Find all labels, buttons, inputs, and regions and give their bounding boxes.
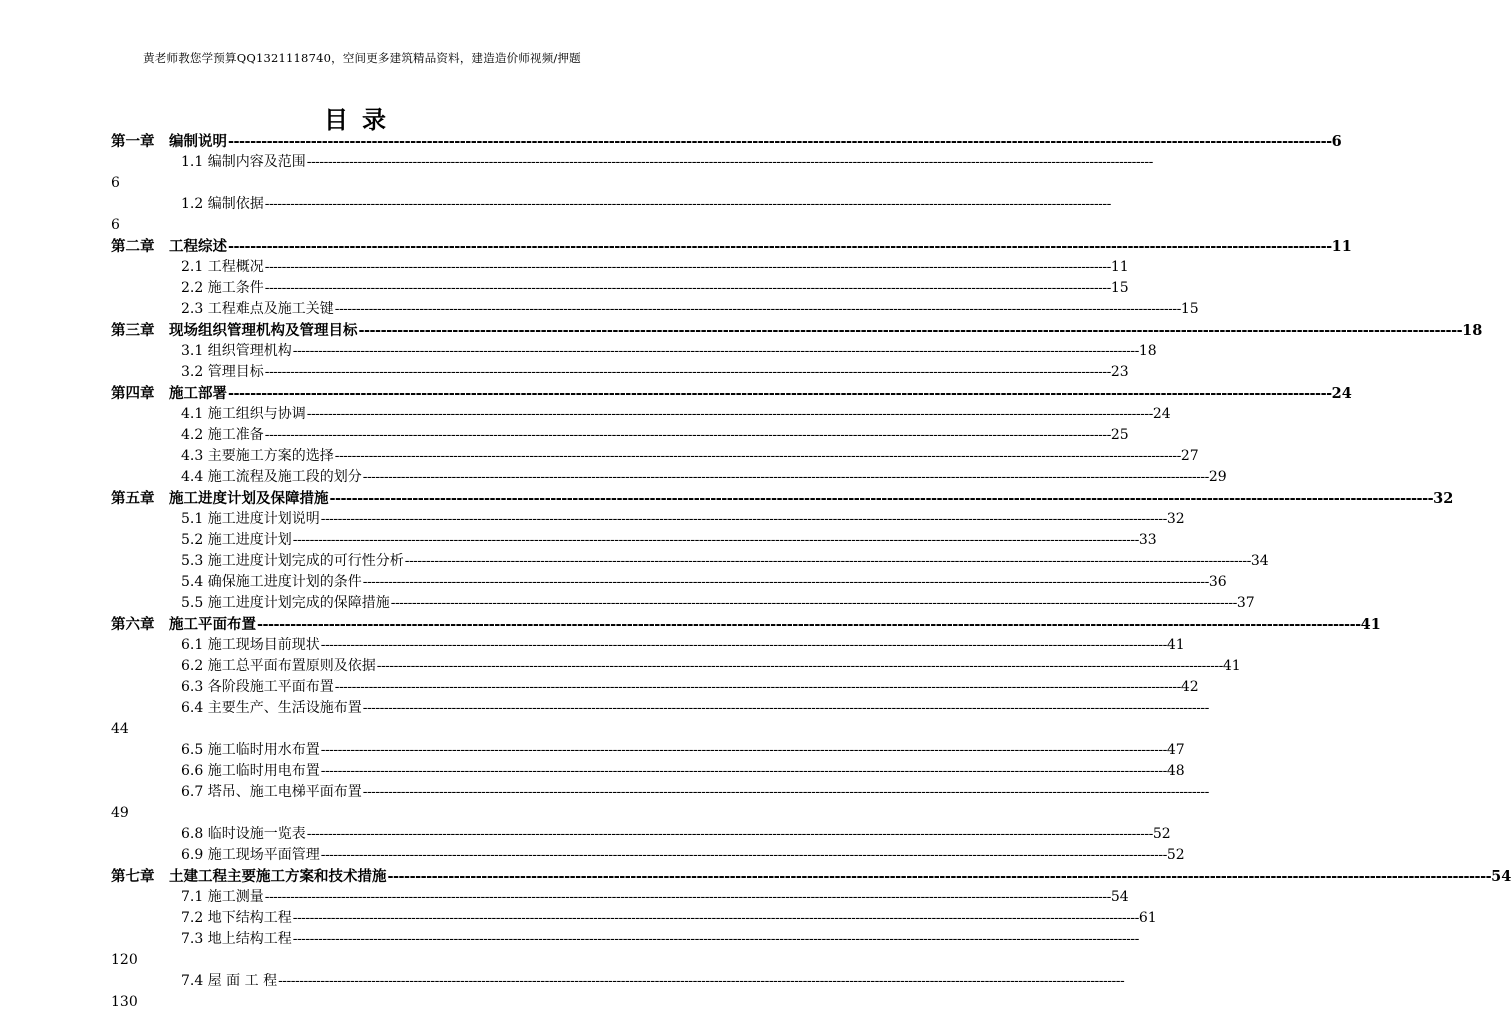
page-number: 130 (111, 994, 138, 1010)
toc-entry[interactable] (111, 572, 1227, 593)
dot-leader: -------------------------------------------------------------------------------------------------------------------------------------------------------------------------------------------------------- (329, 490, 1434, 507)
dot-leader: -------------------------------------------------------------------------------------------------------------------------------------------------------------------------------------------------------- (306, 826, 1153, 842)
page-number: 29 (1208, 469, 1227, 485)
toc-entry-title: 第六章 施工平面布置 (111, 616, 256, 633)
page-number: 52 (1166, 847, 1185, 863)
chapter-label: 第三章 (111, 322, 155, 339)
dot-leader: -------------------------------------------------------------------------------------------------------------------------------------------------------------------------------------------------------- (362, 469, 1209, 485)
toc-entry[interactable] (111, 467, 1227, 488)
page-number: 32 (1433, 490, 1454, 507)
dot-leader: -------------------------------------------------------------------------------------------------------------------------------------------------------------------------------------------------------- (362, 574, 1209, 590)
toc-entry[interactable] (111, 341, 1157, 362)
toc-chapter[interactable] (111, 131, 1342, 152)
toc-entry-title: 6.6 施工临时用电布置 (181, 763, 320, 779)
toc-entry[interactable] (111, 278, 1129, 299)
dot-leader: -------------------------------------------------------------------------------------------------------------------------------------------------------------------------------------------------------- (358, 322, 1463, 339)
toc-entry[interactable] (111, 446, 1199, 467)
chapter-label: 第二章 (111, 238, 155, 255)
chapter-label: 第六章 (111, 616, 155, 633)
toc-entry-title: 第四章 施工部署 (111, 385, 227, 402)
table-of-contents (111, 131, 1511, 1013)
toc-entry-title: 5.4 确保施工进度计划的条件 (181, 574, 362, 590)
toc-entry-title: 2.3 工程难点及施工关键 (181, 301, 334, 317)
toc-entry[interactable] (111, 362, 1129, 383)
dot-leader: -------------------------------------------------------------------------------------------------------------------------------------------------------------------------------------------------------- (334, 679, 1181, 695)
toc-entry-title: 6.5 施工临时用水布置 (181, 742, 320, 758)
dot-leader: -------------------------------------------------------------------------------------------------------------------------------------------------------------------------------------------------------- (292, 910, 1139, 926)
dot-leader: -------------------------------------------------------------------------------------------------------------------------------------------------------------------------------------------------------- (320, 637, 1167, 653)
toc-entry-title: 6.8 临时设施一览表 (181, 826, 306, 842)
toc-entry-title: 3.2 管理目标 (181, 364, 264, 380)
toc-chapter[interactable] (111, 320, 1483, 341)
toc-entry[interactable] (111, 845, 1185, 866)
toc-entry-title: 3.1 组织管理机构 (181, 343, 292, 359)
dot-leader: -------------------------------------------------------------------------------------------------------------------------------------------------------------------------------------------------------- (376, 658, 1223, 674)
chapter-label: 第四章 (111, 385, 155, 402)
toc-entry-title: 6.2 施工总平面布置原则及依据 (181, 658, 376, 674)
toc-entry-title: 5.2 施工进度计划 (181, 532, 292, 548)
dot-leader: -------------------------------------------------------------------------------------------------------------------------------------------------------------------------------------------------------- (362, 700, 1209, 716)
page-number: 52 (1152, 826, 1171, 842)
toc-entry-title: 1.1 编制内容及范围 (181, 154, 306, 170)
dot-leader: -------------------------------------------------------------------------------------------------------------------------------------------------------------------------------------------------------- (228, 238, 1332, 255)
dot-leader: -------------------------------------------------------------------------------------------------------------------------------------------------------------------------------------------------------- (320, 763, 1167, 779)
page-number: 41 (1360, 616, 1381, 633)
toc-entry[interactable] (111, 908, 1157, 929)
dot-leader: -------------------------------------------------------------------------------------------------------------------------------------------------------------------------------------------------------- (306, 154, 1153, 170)
page-number: 49 (111, 805, 129, 821)
page-number: 6 (111, 217, 120, 233)
dot-leader: -------------------------------------------------------------------------------------------------------------------------------------------------------------------------------------------------------- (292, 931, 1139, 947)
dot-leader: -------------------------------------------------------------------------------------------------------------------------------------------------------------------------------------------------------- (264, 427, 1111, 443)
toc-entry[interactable] (111, 929, 1139, 950)
page-number: 47 (1166, 742, 1185, 758)
toc-entry-title: 7.2 地下结构工程 (181, 910, 292, 926)
page-number: 54 (1110, 889, 1129, 905)
page-number: 37 (1236, 595, 1255, 611)
dot-leader: -------------------------------------------------------------------------------------------------------------------------------------------------------------------------------------------------------- (257, 616, 1361, 633)
dot-leader: -------------------------------------------------------------------------------------------------------------------------------------------------------------------------------------------------------- (264, 364, 1111, 380)
dot-leader: -------------------------------------------------------------------------------------------------------------------------------------------------------------------------------------------------------- (264, 889, 1111, 905)
page-number: 120 (111, 952, 138, 968)
toc-entry[interactable] (111, 635, 1185, 656)
page-number: 36 (1208, 574, 1227, 590)
toc-entry-title: 第五章 施工进度计划及保障措施 (111, 490, 329, 507)
page-number: 61 (1138, 910, 1157, 926)
chapter-label: 第一章 (111, 133, 155, 150)
toc-entry[interactable] (111, 299, 1199, 320)
toc-chapter[interactable] (111, 488, 1454, 509)
dot-leader: -------------------------------------------------------------------------------------------------------------------------------------------------------------------------------------------------------- (306, 406, 1153, 422)
dot-leader: -------------------------------------------------------------------------------------------------------------------------------------------------------------------------------------------------------- (320, 847, 1167, 863)
page-number: 24 (1331, 385, 1352, 402)
toc-entry[interactable] (111, 698, 1209, 719)
toc-entry[interactable] (111, 257, 1129, 278)
toc-entry-title: 第七章 土建工程主要施工方案和技术措施 (111, 868, 387, 885)
toc-entry[interactable] (111, 740, 1185, 761)
page-number: 15 (1110, 280, 1129, 296)
toc-entry[interactable] (111, 551, 1269, 572)
toc-entry[interactable] (111, 593, 1255, 614)
toc-entry-title: 7.4 屋 面 工 程 (181, 973, 278, 989)
toc-entry[interactable] (111, 530, 1157, 551)
toc-chapter[interactable] (111, 383, 1352, 404)
dot-leader: -------------------------------------------------------------------------------------------------------------------------------------------------------------------------------------------------------- (264, 259, 1111, 275)
toc-entry[interactable] (111, 971, 1125, 992)
toc-entry[interactable] (111, 152, 1153, 173)
dot-leader: -------------------------------------------------------------------------------------------------------------------------------------------------------------------------------------------------------- (334, 301, 1181, 317)
toc-entry-title: 4.2 施工准备 (181, 427, 264, 443)
toc-entry-title: 2.2 施工条件 (181, 280, 264, 296)
page-number: 11 (1110, 259, 1129, 275)
toc-entry-title: 2.1 工程概况 (181, 259, 264, 275)
dot-leader: -------------------------------------------------------------------------------------------------------------------------------------------------------------------------------------------------------- (320, 742, 1167, 758)
chapter-label: 第七章 (111, 868, 155, 885)
page-number: 48 (1166, 763, 1185, 779)
toc-entry-title: 4.1 施工组织与协调 (181, 406, 306, 422)
toc-entry[interactable] (111, 404, 1171, 425)
toc-entry[interactable] (111, 509, 1185, 530)
dot-leader: -------------------------------------------------------------------------------------------------------------------------------------------------------------------------------------------------------- (362, 784, 1209, 800)
toc-entry[interactable] (111, 425, 1129, 446)
page-number: 6 (1331, 133, 1342, 150)
toc-entry-title: 6.4 主要生产、生活设施布置 (181, 700, 362, 716)
page-number: 54 (1491, 868, 1511, 885)
toc-entry-title: 6.9 施工现场平面管理 (181, 847, 320, 863)
toc-entry-title: 6.7 塔吊、施工电梯平面布置 (181, 784, 362, 800)
toc-entry-title: 第三章 现场组织管理机构及管理目标 (111, 322, 358, 339)
page-number: 33 (1138, 532, 1157, 548)
toc-entry[interactable] (111, 824, 1171, 845)
page-number: 25 (1110, 427, 1129, 443)
page-number: 27 (1180, 448, 1199, 464)
dot-leader: -------------------------------------------------------------------------------------------------------------------------------------------------------------------------------------------------------- (264, 280, 1111, 296)
page-number: 34 (1250, 553, 1269, 569)
toc-entry-title: 6.3 各阶段施工平面布置 (181, 679, 334, 695)
page-number: 18 (1138, 343, 1157, 359)
page-number: 32 (1166, 511, 1185, 527)
toc-chapter[interactable] (111, 236, 1352, 257)
page-number: 24 (1152, 406, 1171, 422)
chapter-label: 第五章 (111, 490, 155, 507)
dot-leader: -------------------------------------------------------------------------------------------------------------------------------------------------------------------------------------------------------- (228, 133, 1332, 150)
page-number: 18 (1462, 322, 1483, 339)
toc-entry-title: 5.1 施工进度计划说明 (181, 511, 320, 527)
toc-entry-title: 5.5 施工进度计划完成的保障措施 (181, 595, 390, 611)
page-number: 44 (111, 721, 129, 737)
page-header: 黄老师教您学预算QQ1321118740，空间更多建筑精品资料，建造造价师视频/押题 (143, 51, 581, 65)
toc-entry-title: 第二章 工程综述 (111, 238, 227, 255)
dot-leader: -------------------------------------------------------------------------------------------------------------------------------------------------------------------------------------------------------- (264, 196, 1111, 212)
toc-entry-title: 6.1 施工现场目前现状 (181, 637, 320, 653)
toc-entry[interactable] (111, 782, 1209, 803)
toc-entry[interactable] (111, 761, 1185, 782)
toc-entry-title: 4.3 主要施工方案的选择 (181, 448, 334, 464)
page-title: 目录 (324, 105, 400, 134)
toc-entry-title: 4.4 施工流程及施工段的划分 (181, 469, 362, 485)
page-number: 42 (1180, 679, 1199, 695)
toc-entry[interactable] (111, 677, 1199, 698)
page-number: 15 (1180, 301, 1199, 317)
dot-leader: -------------------------------------------------------------------------------------------------------------------------------------------------------------------------------------------------------- (292, 532, 1139, 548)
toc-chapter[interactable] (111, 614, 1381, 635)
dot-leader: -------------------------------------------------------------------------------------------------------------------------------------------------------------------------------------------------------- (228, 385, 1332, 402)
toc-entry[interactable] (111, 194, 1111, 215)
page-number: 41 (1166, 637, 1185, 653)
toc-chapter[interactable] (111, 866, 1511, 887)
dot-leader: -------------------------------------------------------------------------------------------------------------------------------------------------------------------------------------------------------- (387, 868, 1492, 885)
dot-leader: -------------------------------------------------------------------------------------------------------------------------------------------------------------------------------------------------------- (320, 511, 1167, 527)
toc-entry-title: 1.2 编制依据 (181, 196, 264, 212)
toc-entry-title: 7.3 地上结构工程 (181, 931, 292, 947)
toc-entry-title: 7.1 施工测量 (181, 889, 264, 905)
dot-leader: -------------------------------------------------------------------------------------------------------------------------------------------------------------------------------------------------------- (278, 973, 1125, 989)
dot-leader: -------------------------------------------------------------------------------------------------------------------------------------------------------------------------------------------------------- (334, 448, 1181, 464)
page-number: 11 (1331, 238, 1352, 255)
dot-leader: -------------------------------------------------------------------------------------------------------------------------------------------------------------------------------------------------------- (390, 595, 1237, 611)
page-number: 23 (1110, 364, 1129, 380)
toc-entry[interactable] (111, 656, 1241, 677)
toc-entry-title: 5.3 施工进度计划完成的可行性分析 (181, 553, 404, 569)
toc-entry[interactable] (111, 887, 1129, 908)
page-number: 41 (1222, 658, 1241, 674)
dot-leader: -------------------------------------------------------------------------------------------------------------------------------------------------------------------------------------------------------- (292, 343, 1139, 359)
toc-entry-title: 第一章 编制说明 (111, 133, 227, 150)
page-number: 6 (111, 175, 120, 191)
dot-leader: -------------------------------------------------------------------------------------------------------------------------------------------------------------------------------------------------------- (404, 553, 1251, 569)
